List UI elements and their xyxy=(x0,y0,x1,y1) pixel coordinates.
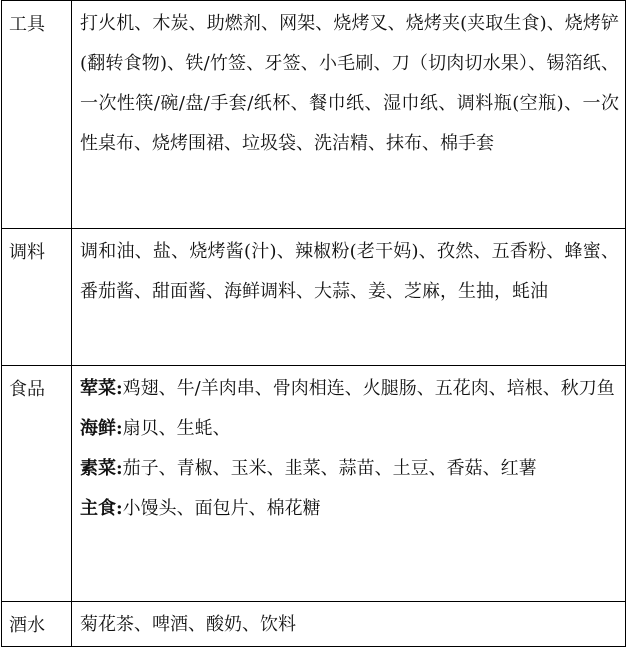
items-text: 调和油、盐、烧烤酱(汁)、辣椒粉(老干妈)、孜然、五香粉、蜂蜜、番茄酱、甜面酱、海鲜调料、大蒜、姜、芝麻，生抽，蚝油 xyxy=(80,241,619,302)
subgroup-label: 素菜: xyxy=(80,458,123,479)
supply-table xyxy=(1,0,626,647)
category-cell xyxy=(2,366,72,602)
category-label: 调料 xyxy=(9,242,45,263)
items-cell xyxy=(72,1,626,229)
subgroup-text: 鸡翅、牛/羊肉串、骨肉相连、火腿肠、五花肉、培根、秋刀鱼 xyxy=(122,378,615,399)
food-subgroup xyxy=(80,449,619,489)
subgroup-text: 茄子、青椒、玉米、韭菜、蒜苗、土豆、香菇、红薯 xyxy=(122,458,537,479)
category-cell xyxy=(2,229,72,366)
items-cell xyxy=(72,602,626,647)
category-label: 食品 xyxy=(9,379,45,400)
table-row xyxy=(2,229,626,366)
category-label: 酒水 xyxy=(9,615,45,636)
subgroup-label: 海鲜: xyxy=(80,418,123,439)
items-text: 菊花茶、啤酒、酸奶、饮料 xyxy=(80,614,296,635)
subgroup-text: 小馒头、面包片、棉花糖 xyxy=(122,498,321,519)
category-cell xyxy=(2,602,72,647)
subgroup-label: 主食: xyxy=(80,498,123,519)
table-row xyxy=(2,602,626,647)
category-label: 工具 xyxy=(9,14,45,35)
food-subgroup xyxy=(80,489,619,529)
food-subgroup xyxy=(80,369,619,409)
food-subgroup xyxy=(80,409,619,449)
subgroup-label: 荤菜: xyxy=(80,378,123,399)
items-text: 打火机、木炭、助燃剂、网架、烧烤叉、烧烤夹(夹取生食)、烧烤铲(翻转食物)、铁/竹签、牙签、小毛刷、刀（切肉切水果）、锡箔纸、一次性筷/碗/盘/手套/纸杯、餐巾纸、湿巾纸、调料瓶(空瓶)、一次性桌布、烧烤围裙、垃圾袋、洗洁精、抹布、棉手套 xyxy=(80,13,619,154)
items-cell xyxy=(72,366,626,602)
table-row xyxy=(2,1,626,229)
category-cell xyxy=(2,1,72,229)
items-cell xyxy=(72,229,626,366)
table-row xyxy=(2,366,626,602)
subgroup-text: 扇贝、生蚝、 xyxy=(122,418,231,439)
